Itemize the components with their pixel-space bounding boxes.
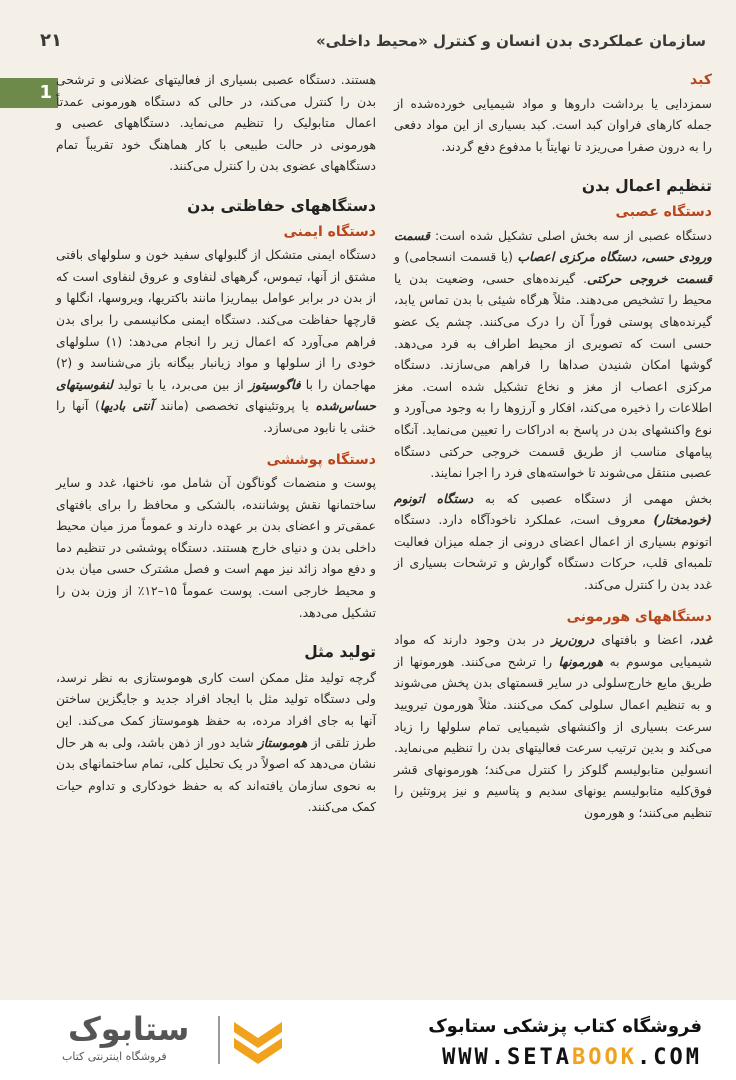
keyword: قسمت خروجی حرکتی [587, 271, 712, 286]
store-url[interactable] [442, 1045, 702, 1070]
left-column [56, 70, 376, 823]
text: بخش مهمی از دستگاه عصبی که به [484, 491, 712, 506]
store-name: فروشگاه کتاب پزشکی ستابوک [428, 1016, 702, 1037]
keyword: هوموستاز [257, 735, 308, 750]
text: ، اعضا و بافتهای [601, 633, 694, 648]
url-part: WWW.SETA [442, 1045, 573, 1070]
running-title: سازمان عملکردی بدن انسان و کنترل «محیط داخلی» [315, 32, 706, 50]
logo-name: ستابوک [68, 1010, 190, 1048]
keyword: هورمونها [558, 654, 604, 669]
paragraph-integumentary: پوست و منضمات گوناگون آن شامل مو، ناخنها، غدد و سایر ساختمانها نقش پوشاننده، بالشکی و محافظ را برای بافتهای عمقی‌تر و اعضای بدن بر عهده دارند و عموماً مرز میان محیط داخلی بدن و دنیای خارج هستند. دستگاه پوششی در تنظیم دما و دفع مواد زائد نیز مهم است و فصل مشترک حسی میان بدن و محیط خارجی است. پوست عموماً ۱۵–۱۲٪ از وزن بدن را تشکیل می‌دهد. [56, 476, 376, 620]
url-part: .COM [637, 1045, 702, 1070]
chevron-logo-icon [228, 1014, 288, 1068]
keyword: درون‌ریز [551, 633, 595, 648]
text: را ترشح می‌کنند. هورمونها از طریق مایع خارج‌سلولی در سایر قسمتهای بدن پخش می‌شوند و به تنظیم اعمال سلولی کمک می‌کنند. مثلاً هورمون تیرویید سرعت بسیاری از واکنشهای شیمیایی تمام سلولها را زیاد می‌کند و بدین ترتیب سرعت فعالیتهای بدن را تنظیم می‌نماید. انسولین متابولیسم گلوکز را کنترل می‌کند؛ هورمونهای قشر فوق‌کلیه متابولیسم یونهای سدیم و پتاسیم و نیز پروتئین را تنظیم می‌کنند؛ و هورمون [394, 654, 712, 820]
text: دستگاه ایمنی متشکل از گلبولهای سفید خون و سلولهای بافتی مشتق از آنها، تیموس، گرههای لنفاوی و عروق لنفاوی است که از بدن در برابر عوامل بیماریزا مانند باکتریها، ویروسها، انگلها و قارچها حفاظت می‌کند. دستگاه ایمنی مکانیسمی را برای بدن فراهم می‌آورد که اعمال زیر را انجام می‌دهد: (۱) سلولهای خودی را از سلولها و مواد زیانبار بیگانه باز می‌شناسد و (۲) مهاجمان را با [56, 248, 376, 392]
paragraph-intro: هستند. دستگاه عصبی بسیاری از فعالیتهای عضلانی و ترشحی بدن را کنترل می‌کند، در حالی که دستگاه هورمونی عمدتاً اعمال متابولیک را تنظیم می‌نماید. دستگاههای عصبی و هورمونی در حالت طبیعی با کار هماهنگ خود تقریباً تمام دستگاههای عضوی بدن را کنترل می‌کنند. [56, 73, 376, 174]
paragraph-hormonal [394, 630, 712, 824]
keyword: لنفوسیتهای حساس‌شده [56, 377, 376, 414]
text: یا پروتئینهای تخصصی (مانند [159, 399, 309, 414]
heading-immune: دستگاه ایمنی [283, 223, 376, 240]
heading-integumentary: دستگاه پوششی [266, 451, 376, 468]
text: ) آنها را خنثی یا نابود می‌سازد. [56, 399, 376, 435]
heading-hormonal: دستگاههای هورمونی [566, 608, 712, 625]
text: دستگاه عصبی از سه بخش اصلی تشکیل شده است: [435, 228, 712, 243]
paragraph-kabed: سمزدایی یا برداشت داروها و مواد شیمیایی خورده‌شده از جمله کارهای فراوان کبد است. کبد بسیاری از این مواد دفعی را به درون صفرا می‌ریزد تا نهایتاً با مدفوع دفع گردند. [394, 96, 712, 154]
keyword: قسمت ورودی حسی، دستگاه مرکزی اعصاب [394, 228, 712, 265]
text: گرچه تولید مثل ممکن است کاری هوموستازی به نظر نرسد، ولی دستگاه تولید مثل با ایجاد افراد جدید و جایگزین ساختن آنها به جای افراد مرده، به حفظ هوموستاز کمک می‌کند. این طرز تلقی از [56, 670, 376, 750]
text: شاید دور از ذهن باشد، ولی به هر حال نشان می‌دهد که اصولاً در یک تحلیل کلی، تمام ساختمانهای بدن به نحوی سازمان یافته‌اند که به حفظ خودکاری و تداوم حیات کمک می‌کنند. [56, 735, 376, 815]
keyword: غدد [693, 633, 712, 648]
heading-nervous: دستگاه عصبی [615, 203, 712, 220]
logo-divider [218, 1016, 220, 1064]
text: (یا قسمت انسجامی) و [394, 250, 513, 265]
keyword: آنتی بادیها [99, 399, 154, 414]
paragraph-nervous-2 [394, 489, 712, 597]
heading-kabed: کبد [690, 72, 712, 88]
heading-regulation: تنظیم اعمال بدن [581, 177, 712, 196]
text: از بین می‌برد، یا با تولید [117, 377, 244, 392]
keyword: دستگاه اتونوم (خودمختار) [394, 491, 712, 528]
paragraph-nervous-1 [394, 226, 712, 485]
logo-subtitle: فروشگاه اینترنتی کتاب [62, 1050, 167, 1063]
text: . گیرنده‌های حسی، وضعیت بدن یا محیط را تشخیص می‌دهند. مثلاً هرگاه شیئی با بدن تماس یابد، گیرنده‌های پوستی فوراً آن را درک می‌کنند. چشم یک عضو حسی است که تصویری از محیط اطراف به فرد می‌دهد. گوشها امکان شنیدن صداها را فراهم می‌سازند. دستگاه مرکزی اعصاب از مغز و نخاع تشکیل شده است. مغز اطلاعات را ذخیره می‌کند، افکار و آرزوها را به وجود می‌آورد و نوع واکنشهای بدن در پاسخ به ادراکات را تعیین می‌نماید. آنگاه پیامهای مناسب از طریق قسمت خروجی حرکتی دستگاه عصبی منتقل می‌شوند تا خواسته‌های فرد را اجرا نمایند. [394, 271, 712, 481]
page-header [40, 28, 706, 58]
store-logo [28, 1010, 288, 1070]
page-number: ۲۱ [40, 30, 62, 51]
text: معروف است، عملکرد ناخودآگاه دارد. دستگاه اتونوم بسیاری از اعمال اعضای درونی از جمله میزان فعالیت تلمبه‌ای قلب، حرکات دستگاه گوارش و ترشحات بسیاری از غدد بدن را کنترل می‌کند. [394, 513, 712, 593]
heading-reproduction: تولید مثل [304, 643, 376, 662]
url-accent: BOOK [572, 1045, 638, 1070]
right-column [394, 70, 712, 829]
paragraph-immune [56, 245, 376, 439]
chapter-tab: 1 [0, 78, 58, 108]
paragraph-reproduction [56, 668, 376, 819]
heading-protective: دستگاههای حفاظتی بدن [187, 196, 376, 215]
keyword: فاگوسیتوز [248, 377, 301, 392]
store-banner [0, 1000, 736, 1080]
text: در بدن وجود دارند که مواد شیمیایی موسوم به [394, 633, 712, 669]
